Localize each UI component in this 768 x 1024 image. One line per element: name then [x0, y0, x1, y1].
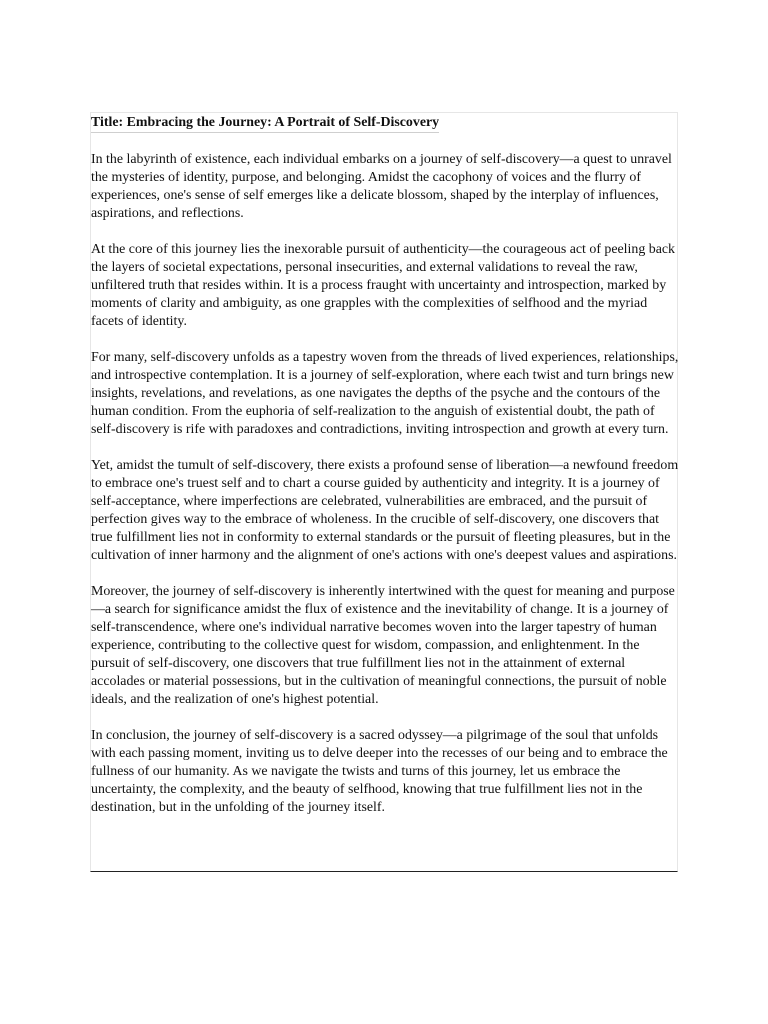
paragraph-6: In conclusion, the journey of self-discovery is a sacred odyssey—a pilgrimage of the soul that unfolds with each passing moment, inviting us to delve deeper into the recesses of our being and to embrace the fullness of our humanity. As we navigate the twists and turns of this journey, let us embrace the uncertainty, the complexity, and the beauty of selfhood, knowing that true fulfillment lies not in the destination, but in the unfolding of the journey itself. [91, 728, 668, 815]
paragraph-1: In the labyrinth of existence, each individual embarks on a journey of self-discovery—a quest to unravel the mysteries of identity, purpose, and belonging. Amidst the cacophony of voices and the flurry of experiences, one's sense of self emerges like a delicate blossom, shaped by the interplay of influences, aspirations, and reflections. [91, 152, 672, 221]
document-body [91, 114, 679, 817]
paragraph-2: At the core of this journey lies the inexorable pursuit of authenticity—the courageous act of peeling back the layers of societal expectations, personal insecurities, and external validations to reveal the raw, unfiltered truth that resides within. It is a process fraught with uncertainty and introspection, marked by moments of clarity and ambiguity, as one grapples with the complexities of selfhood and the myriad facets of identity. [91, 242, 675, 329]
document-title: Title: Embracing the Journey: A Portrait of Self-Discovery [91, 114, 439, 133]
paragraph-3: For many, self-discovery unfolds as a tapestry woven from the threads of lived experiences, relationships, and introspective contemplation. It is a journey of self-exploration, where each twist and turn brings new insights, revelations, and revelations, as one navigates the depths of the psyche and the contours of the human condition. From the euphoria of self-realization to the anguish of existential doubt, the path of self-discovery is rife with paradoxes and contradictions, inviting introspection and growth at every turn. [91, 350, 679, 437]
paragraph-4: Yet, amidst the tumult of self-discovery, there exists a profound sense of liberation—a newfound freedom to embrace one's truest self and to chart a course guided by authenticity and integrity. It is a journey of self-acceptance, where imperfections are celebrated, vulnerabilities are embraced, and the pursuit of perfection gives way to the embrace of wholeness. In the crucible of self-discovery, one discovers that true fulfillment lies not in conformity to external standards or the pursuit of fleeting pleasures, but in the cultivation of inner harmony and the alignment of one's actions with one's deepest values and aspirations. [91, 458, 679, 563]
paragraph-5: Moreover, the journey of self-discovery is inherently intertwined with the quest for meaning and purpose—a search for significance amidst the flux of existence and the inevitability of change. It is a journey of self-transcendence, where one's individual narrative becomes woven into the larger tapestry of human experience, contributing to the collective quest for wisdom, compassion, and enlightenment. In the pursuit of self-discovery, one discovers that true fulfillment lies not in the attainment of external accolades or material possessions, but in the cultivation of meaningful connections, the pursuit of noble ideals, and the realization of one's highest potential. [91, 584, 675, 707]
